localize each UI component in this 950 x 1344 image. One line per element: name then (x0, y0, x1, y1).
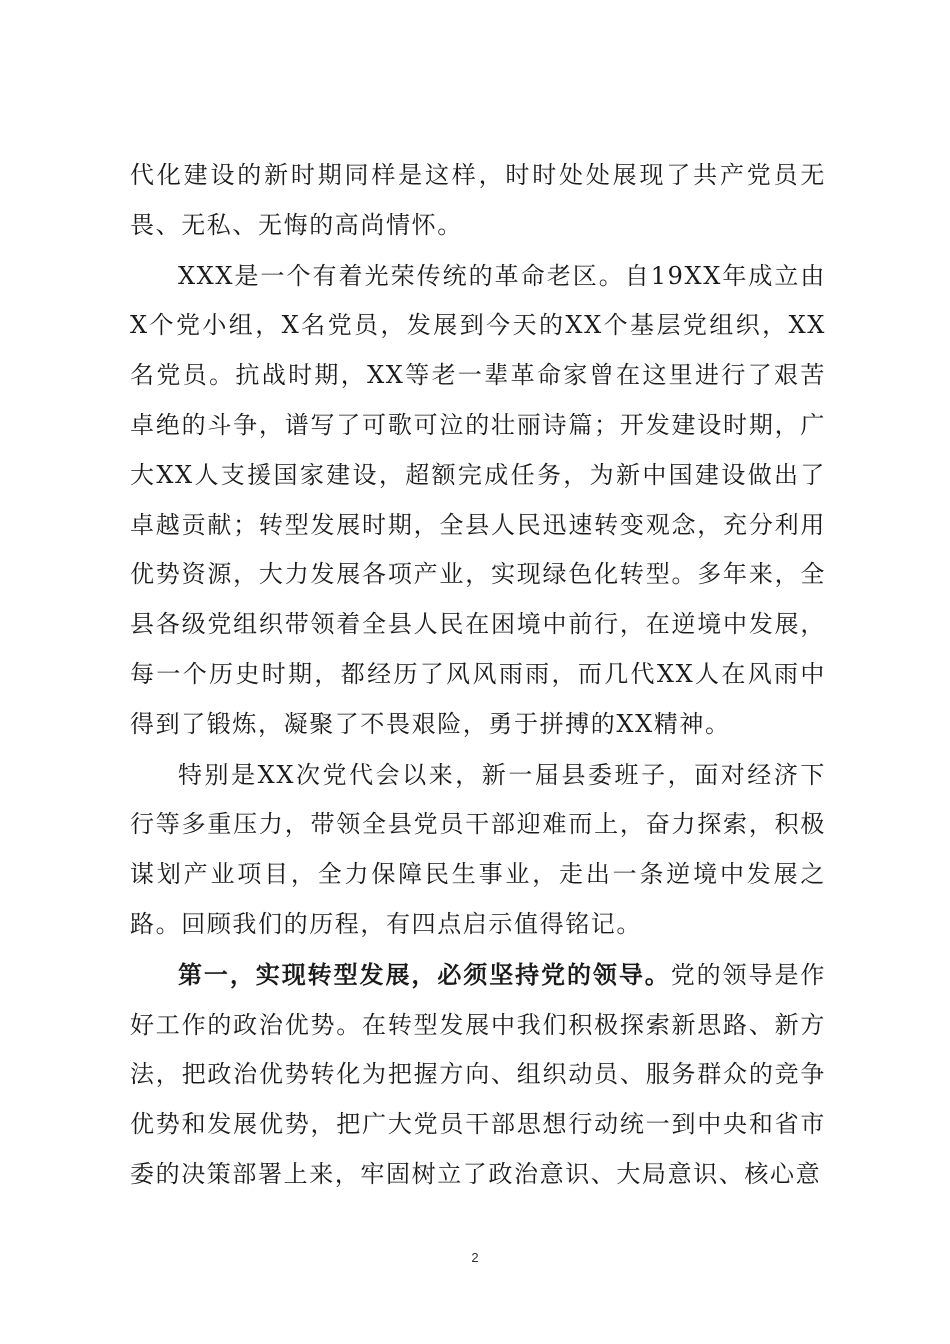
paragraph-1-text: 代化建设的新时期同样是这样，时时处处展现了共产党员无畏、无私、无悔的高尚情怀。 (130, 161, 826, 239)
body-text (130, 150, 826, 1200)
paragraph-1 (130, 150, 826, 251)
paragraph-3-text: 特别是XX次党代会以来，新一届县委班子，面对经济下行等多重压力，带领全县党员干部迎难而上，奋力探索，积极谋划产业项目，全力保障民生事业，走出一条逆境中发展之路。回顾我们的历程，有四点启示值得铭记。 (130, 760, 826, 938)
paragraph-3 (130, 750, 826, 950)
page-number: 2 (471, 1250, 479, 1265)
paragraph-2-text: XXX是一个有着光荣传统的革命老区。自19XX年成立由X个党小组，X名党员，发展到今天的XX个基层党组织，XX名党员。抗战时期，XX等老一辈革命家曾在这里进行了艰苦卓绝的斗争，谱写了可歌可泣的壮丽诗篇；开发建设时期，广大XX人支援国家建设，超额完成任务，为新中国建设做出了卓越贡献；转型发展时期，全县人民迅速转变观念，充分利用优势资源，大力发展各项产业，实现绿色化转型。多年来，全县各级党组织带领着全县人民在困境中前行，在逆境中发展，每一个历史时期，都经历了风风雨雨，而几代XX人在风雨中得到了锻炼，凝聚了不畏艰险，勇于拼搏的XX精神。 (130, 261, 826, 738)
paragraph-4 (130, 950, 826, 1200)
paragraph-2 (130, 251, 826, 750)
paragraph-4-bold: 第一，实现转型发展，必须坚持党的领导。 (178, 959, 671, 989)
paragraph-4-text: 党的领导是作好工作的政治优势。在转型发展中我们积极探索新思路、新方法，把政治优势转化为把握方向、组织动员、服务群众的竞争优势和发展优势，把广大党员干部思想行动统一到中央和省市委的决策部署上来，牢固树立了政治意识、大局意识、核心意 (130, 960, 826, 1188)
